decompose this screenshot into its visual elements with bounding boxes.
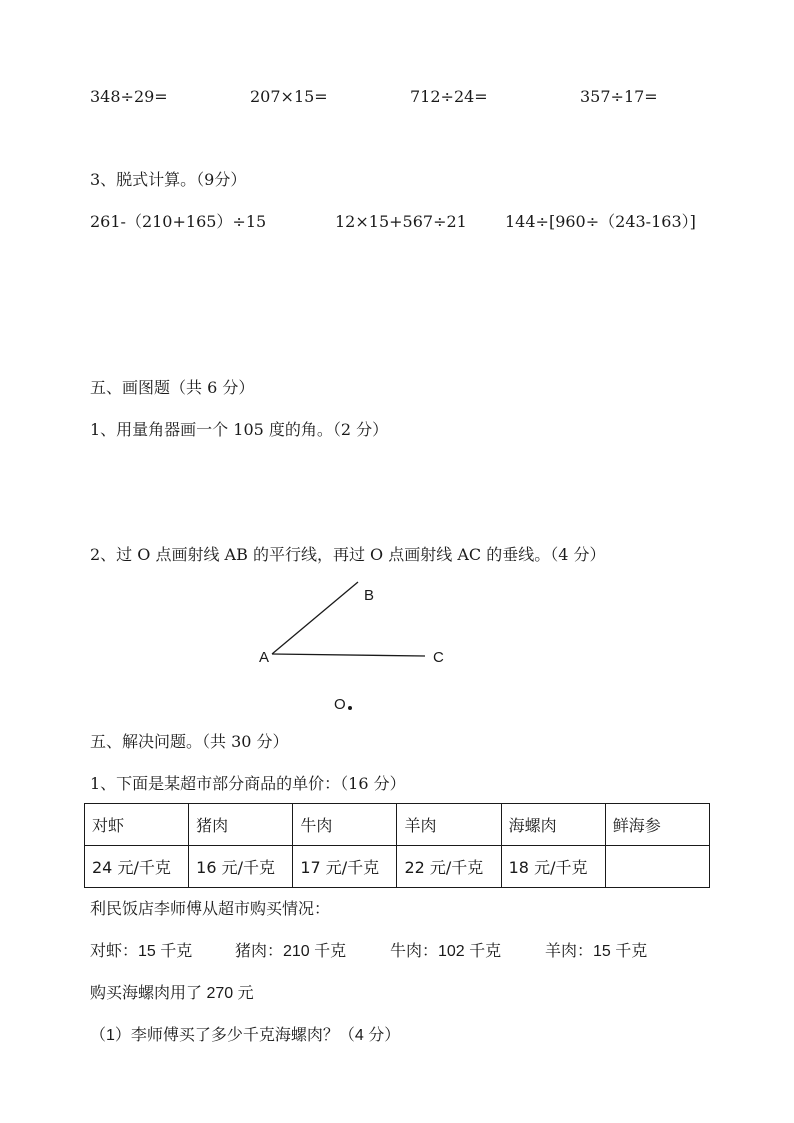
calc-item: 357÷17= [580,87,658,106]
table-row [85,846,710,888]
spent-line: 购买海螺肉用了 270 元 [90,985,254,1002]
ray-ac [272,654,425,656]
section-title: 3、脱式计算。（9分） [90,170,247,189]
table-cell: 18 元/千克 [501,846,605,888]
question: 1、下面是某超市部分商品的单价：（16 分） [90,774,406,793]
calc-problem: 12×15+567÷21 [335,212,467,231]
purchase-item: 羊肉：15 千克 [545,943,648,960]
table-cell: 鲜海参 [605,804,709,846]
purchase-item: 对虾：15 千克 [90,943,193,960]
table-cell: 24 元/千克 [85,846,189,888]
calc-item: 348÷29= [90,87,168,106]
label-a: A [259,649,270,666]
question: 2、过 O 点画射线 AB 的平行线，再过 O 点画射线 AC 的垂线。（4 分） [90,545,606,564]
label-c: C [433,649,444,666]
table-cell: 对虾 [85,804,189,846]
table-cell: 22 元/千克 [397,846,501,888]
point-o [348,706,352,710]
purchase-item: 猪肉：210 千克 [235,943,347,960]
sub-question: （1）李师傅买了多少千克海螺肉？（4 分） [90,1027,401,1044]
calc-problem: 144÷[960÷（243-163）] [505,212,696,231]
section-title: 五、画图题（共 6 分） [90,378,255,397]
question: 1、用量角器画一个 105 度的角。（2 分） [90,420,389,439]
table-header-row [85,804,710,846]
table-cell: 海螺肉 [501,804,605,846]
label-b: B [364,587,375,604]
table-cell: 牛肉 [293,804,397,846]
calc-problem: 261-（210+165）÷15 [90,212,267,231]
table-cell: 羊肉 [397,804,501,846]
ray-ab [272,582,358,654]
section-title: 五、解决问题。（共 30 分） [90,732,289,751]
purchase-intro: 利民饭店李师傅从超市购买情况： [90,901,331,918]
table-cell: 17 元/千克 [293,846,397,888]
table-cell: 16 元/千克 [189,846,293,888]
purchase-item: 牛肉：102 千克 [390,943,502,960]
table-cell [605,846,709,888]
table-cell: 猪肉 [189,804,293,846]
price-table [84,803,710,888]
calc-item: 207×15= [250,87,328,106]
calc-item: 712÷24= [410,87,488,106]
label-o: O [334,696,346,713]
